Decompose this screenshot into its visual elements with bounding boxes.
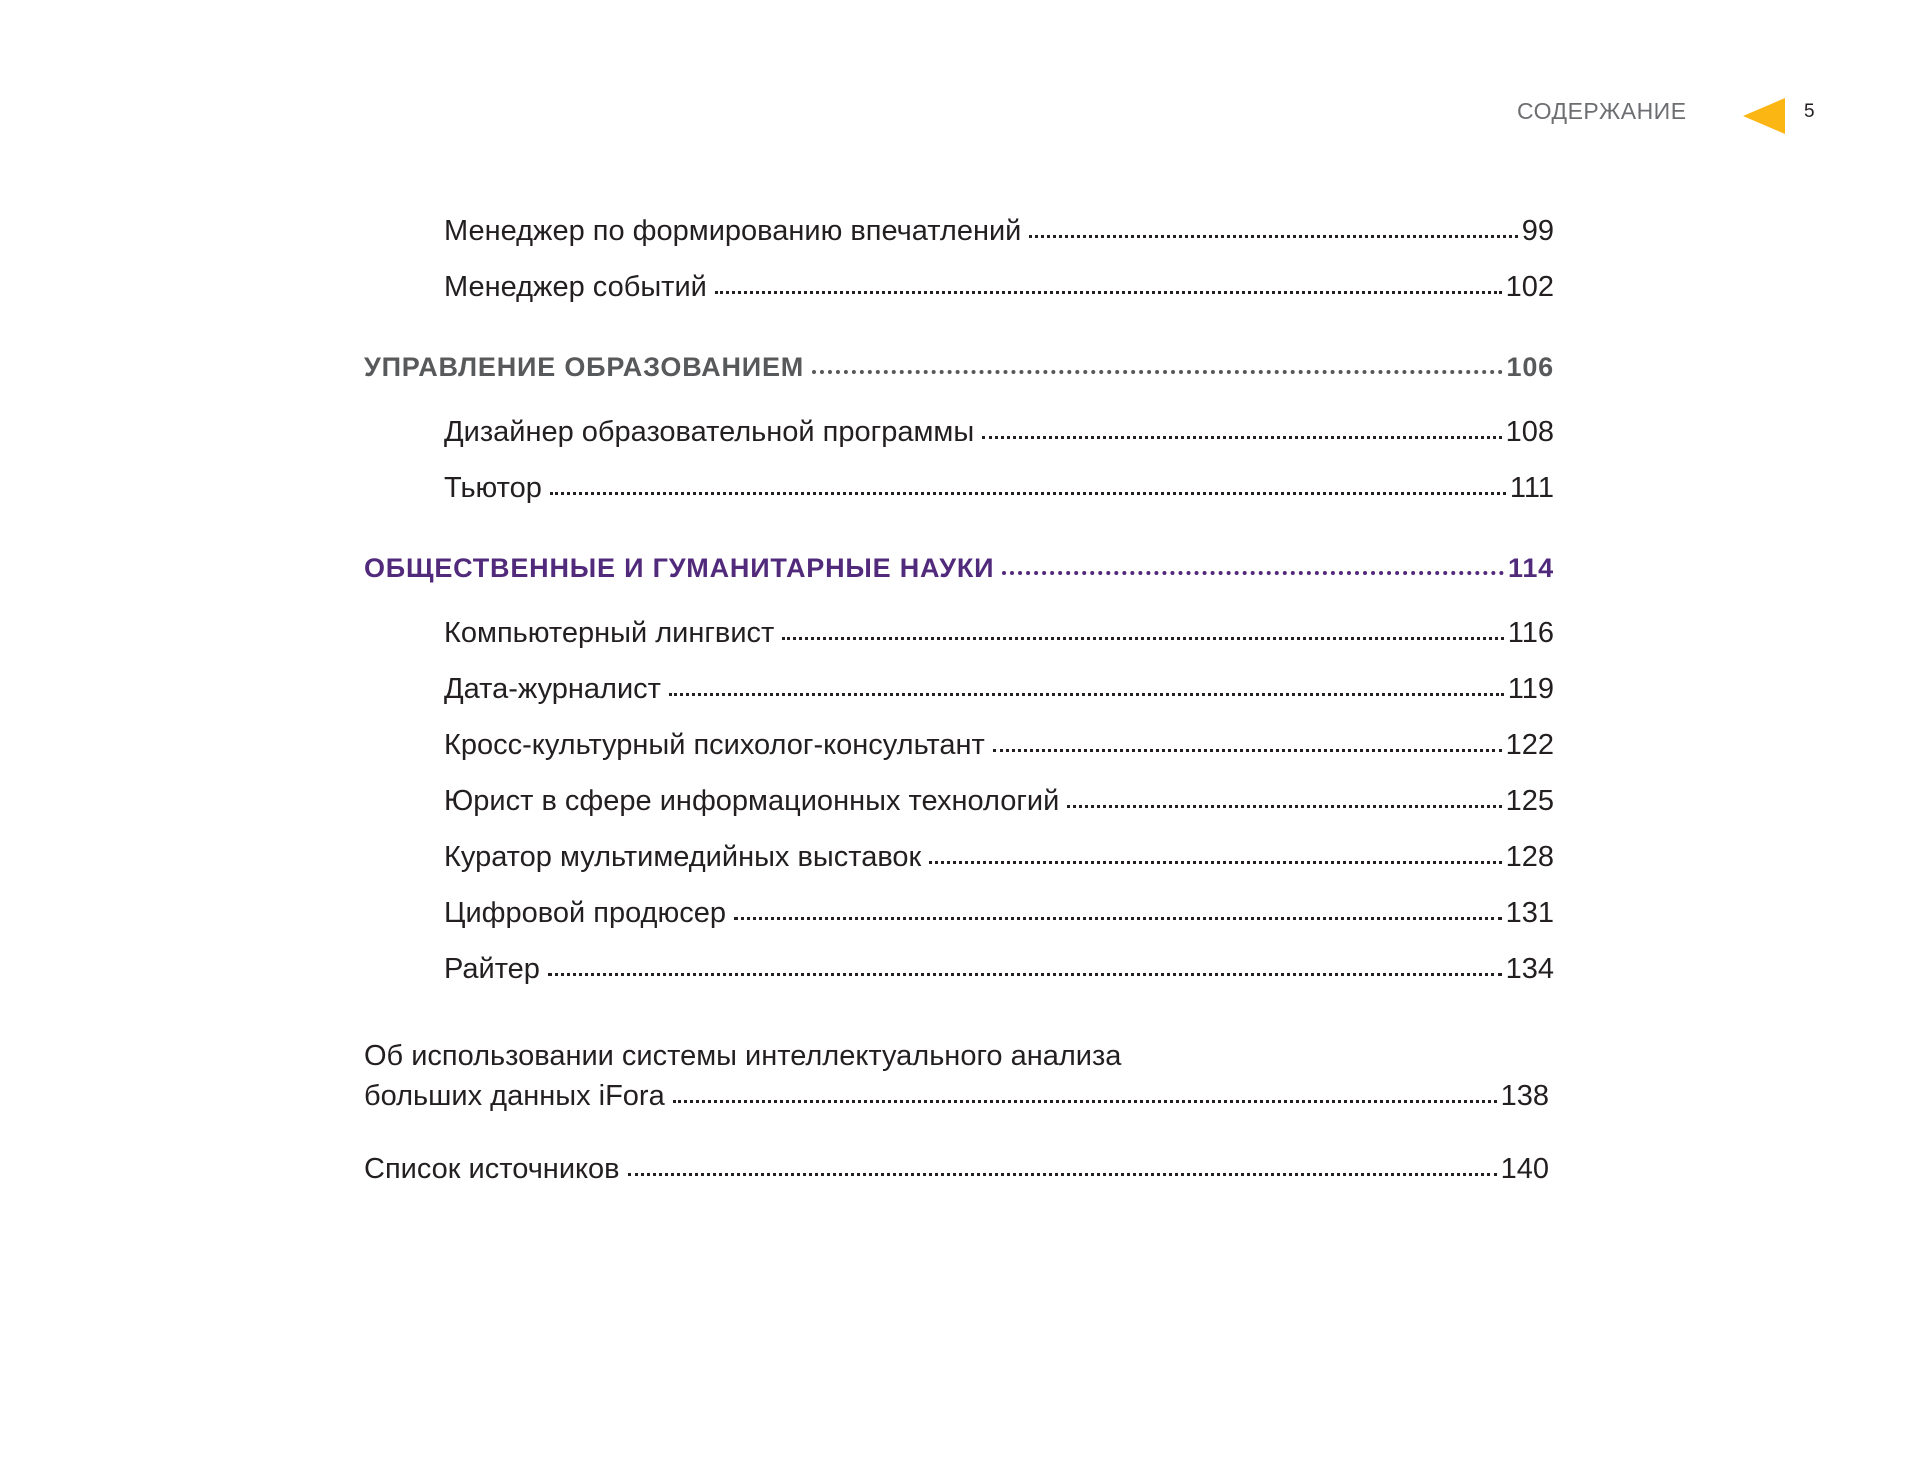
toc-entry-page: 111: [1509, 472, 1554, 504]
toc-entry-label: Менеджер по формированию впечатлений: [444, 215, 1022, 247]
dot-leader: [1002, 570, 1504, 575]
dot-leader: [715, 290, 1502, 294]
page-number: 5: [1804, 101, 1815, 122]
toc-entry-page: 119: [1507, 673, 1554, 705]
toc-entry[interactable]: [364, 1153, 1549, 1193]
toc-section[interactable]: [364, 352, 1554, 392]
toc-entry-multiline[interactable]: [364, 1040, 1554, 1120]
dot-leader: [782, 636, 1503, 640]
toc-entry-page: 140: [1500, 1153, 1549, 1185]
toc-entry[interactable]: [364, 617, 1554, 657]
toc-entry-page: 125: [1505, 785, 1554, 817]
toc-entry-label-line1: Об использовании системы интеллектуального анализа: [364, 1040, 1122, 1072]
toc-entry-label-line2: больших данных iFora: [364, 1080, 665, 1112]
triangle-arrow-icon: [1743, 98, 1785, 134]
toc-entry-label: Юрист в сфере информационных технологий: [444, 785, 1060, 817]
toc-entry-label: Тьютор: [444, 472, 542, 504]
toc-entry-page: 102: [1505, 271, 1554, 303]
dot-leader: [628, 1172, 1497, 1176]
toc-entry[interactable]: [364, 215, 1554, 255]
toc-entry-label: Компьютерный лингвист: [444, 617, 775, 649]
toc-entry[interactable]: [364, 897, 1554, 937]
toc-entry[interactable]: [364, 841, 1554, 881]
toc-entry-label: Список источников: [364, 1153, 620, 1185]
toc-entry-label: Цифровой продюсер: [444, 897, 726, 929]
dot-leader: [1029, 234, 1517, 238]
toc-entry-page: 128: [1505, 841, 1554, 873]
toc-section-label: УПРАВЛЕНИЕ ОБРАЗОВАНИЕМ: [364, 352, 805, 382]
toc-entry[interactable]: [364, 673, 1554, 713]
dot-leader: [1067, 804, 1501, 808]
toc-entry[interactable]: [364, 785, 1554, 825]
toc-entry-label: Дата-журналист: [444, 673, 661, 705]
dot-leader: [982, 435, 1501, 439]
toc-entry-label: Куратор мультимедийных выставок: [444, 841, 922, 873]
dot-leader: [673, 1099, 1497, 1103]
dot-leader: [993, 748, 1502, 752]
toc-entry[interactable]: [364, 953, 1554, 993]
toc-entry-row2: [364, 1080, 1549, 1113]
toc-entry-label: Кросс-культурный психолог-консультант: [444, 729, 985, 761]
toc-section-label: ОБЩЕСТВЕННЫЕ И ГУМАНИТАРНЫЕ НАУКИ: [364, 553, 995, 583]
dot-leader: [929, 860, 1501, 864]
toc-entry-page: 99: [1521, 215, 1554, 247]
toc-entry[interactable]: [364, 472, 1554, 512]
toc-entry-page: 134: [1505, 953, 1554, 985]
toc-entry-page: 131: [1505, 897, 1554, 929]
dot-leader: [550, 491, 1506, 495]
toc-section[interactable]: [364, 553, 1554, 593]
toc-section-page: 114: [1508, 553, 1554, 583]
dot-leader: [812, 369, 1502, 374]
toc-entry-page: 116: [1507, 617, 1554, 649]
toc-entry[interactable]: [364, 729, 1554, 769]
dot-leader: [669, 692, 1504, 696]
toc-entry-page: 108: [1505, 416, 1554, 448]
toc-section-page: 106: [1506, 352, 1554, 382]
dot-leader: [548, 972, 1502, 976]
toc-entry-label: Менеджер событий: [444, 271, 707, 303]
toc-entry-label: Дизайнер образовательной программы: [444, 416, 975, 448]
toc-entry-page: 122: [1505, 729, 1554, 761]
toc-entry[interactable]: [364, 416, 1554, 456]
header-title: СОДЕРЖАНИЕ: [1517, 98, 1687, 124]
table-of-contents: [364, 0, 1554, 1465]
toc-entry[interactable]: [364, 271, 1554, 311]
toc-entry-page: 138: [1500, 1080, 1549, 1112]
dot-leader: [734, 916, 1502, 920]
toc-entry-label: Райтер: [444, 953, 540, 985]
